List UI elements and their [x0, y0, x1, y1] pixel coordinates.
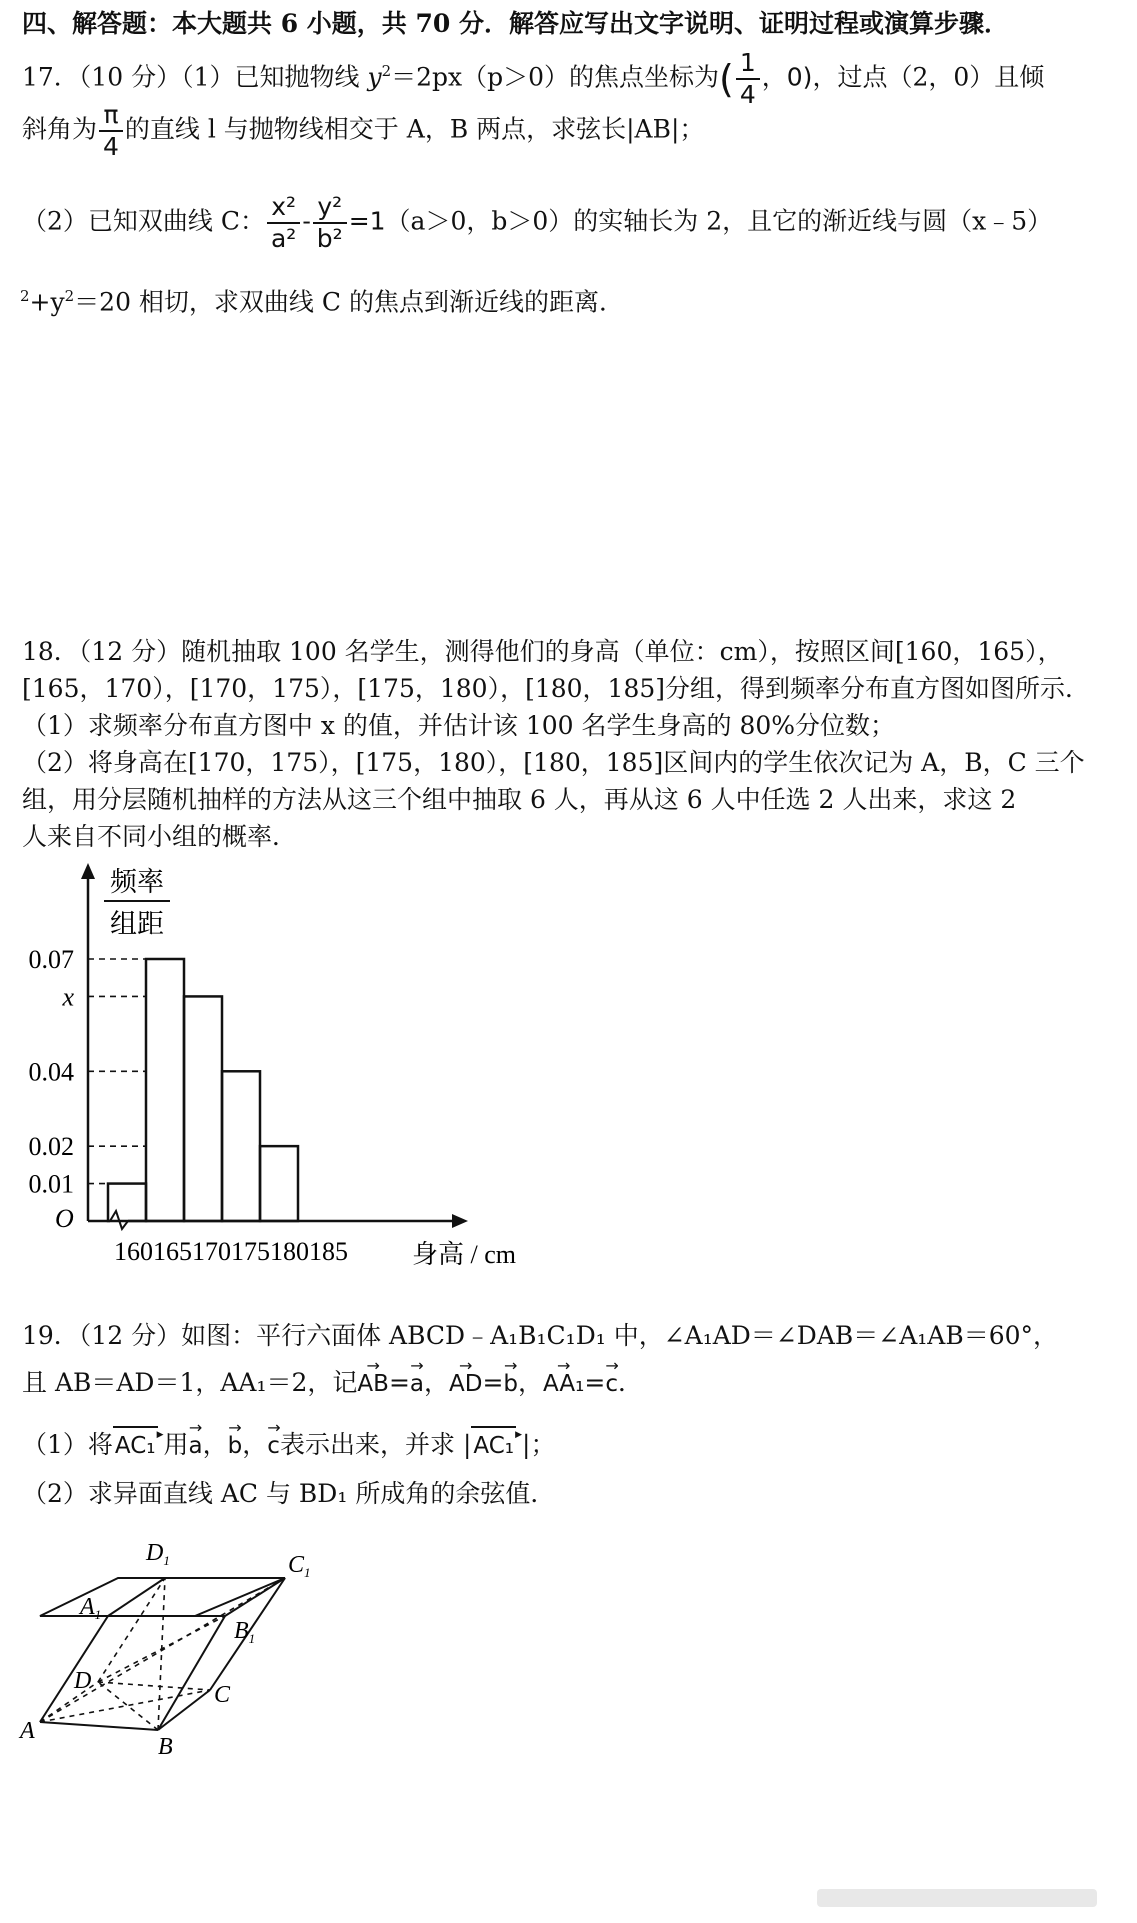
frequency-histogram [0, 855, 560, 1265]
hyperbola-y-fraction [313, 192, 347, 254]
q17-text: ＝20 相切，求双曲线 C 的焦点到渐近线的距离． [74, 287, 624, 317]
q17-var-y: y [367, 62, 382, 92]
focus-paren: ( [719, 57, 734, 101]
diag-A-C [40, 1690, 210, 1722]
edge-aa1 [0, 1520, 40, 1616]
eq: = [482, 1368, 504, 1397]
x-tick-labels: 160165170175180185 [114, 1237, 348, 1265]
q17-text: ，过点（2，0）且倾 [812, 62, 1045, 92]
vector-aa1: → AA₁ [543, 1362, 584, 1400]
focus-rest: ，0) [761, 62, 813, 92]
abs-bar: | [522, 1430, 531, 1459]
hist-y-tick-labels [29, 945, 75, 1199]
q19-text: 且 AB＝AD＝1，AA₁＝2，记 [22, 1368, 358, 1397]
edge-B-B1 [158, 1616, 225, 1730]
label-D: D [74, 1668, 92, 1694]
q17-exp: 2 [64, 287, 75, 305]
q17-exp: 2 [20, 287, 30, 305]
vector-ac1: AC₁ ▶ [113, 1426, 158, 1462]
label-A1: $A_1$ [80, 1594, 102, 1622]
focus-fraction [736, 48, 760, 110]
y-axis-arrow [81, 863, 95, 879]
vector-c: → c [267, 1424, 280, 1462]
q17-text: （2）已知双曲线 C： [22, 206, 265, 236]
face-top [40, 1578, 285, 1616]
focus-num: 1 [739, 48, 756, 77]
diag-A-C1 [40, 1578, 285, 1722]
hy-num: y² [317, 192, 343, 221]
vector-ab: → AB [357, 1362, 389, 1400]
eq: = [584, 1368, 606, 1397]
sep: ， [202, 1430, 228, 1459]
vector-b: → b [503, 1362, 518, 1400]
sep: ， [518, 1368, 544, 1397]
edge-a-a1 [40, 1578, 118, 1722]
q19-line-2 [22, 1362, 643, 1400]
vector-b: → b [228, 1424, 243, 1462]
label-A: A [20, 1718, 35, 1744]
q19-text: （1）将 [22, 1430, 113, 1459]
edge-B-C [158, 1690, 210, 1730]
histogram-bar-165-170 [146, 959, 184, 1221]
q17-text: 的直线 l 与抛物线相交于 A，B 两点，求弦长|AB|； [124, 114, 705, 144]
y-tick-label-0.01: 0.01 [28, 1169, 74, 1199]
q17-text: （a＞0，b＞0）的实轴长为 2，且它的渐近线与圆（x﹣5） [385, 206, 1053, 236]
section-header: 四、解答题：本大题共 6 小题，共 70 分．解答应写出文字说明、证明过程或演算步骤． [22, 9, 1010, 38]
y-tick-label-x: x [62, 982, 74, 1012]
edge-D-C [98, 1682, 210, 1690]
hy-den: b² [313, 222, 347, 254]
ylabel-num: 频率 [110, 867, 164, 897]
vector-a: → a [410, 1362, 424, 1400]
label-B: B [158, 1734, 173, 1760]
vector-ac1: AC₁ ▶ [471, 1426, 516, 1462]
abs-bar: | [462, 1430, 472, 1459]
edge-A-B [40, 1722, 158, 1730]
q18-line-2: [165，170），[170，175），[175，180），[180，185]分组，得到频率分布直方图如图所示． [22, 674, 1091, 703]
histogram-bar-180-185 [260, 1146, 298, 1221]
x-axis-label: 身高 / cm [412, 1240, 516, 1265]
q18-line-3: （1）求频率分布直方图中 x 的值，并估计该 100 名学生身高的 80%分位数； [22, 711, 896, 740]
diag-B-D [98, 1682, 158, 1730]
vector-ad: → AD [449, 1362, 482, 1400]
eq: = [388, 1368, 410, 1397]
q17-text: 17．（10 分）（1）已知抛物线 [22, 62, 368, 92]
sep: ， [424, 1368, 450, 1397]
q17-line-4 [20, 280, 624, 318]
x-axis-arrow [452, 1214, 468, 1228]
q18-line-4: （2）将身高在[170，175），[175，180），[180，185]区间内的学生依次记为 A，B，C 三个 [22, 748, 1085, 777]
histogram-bar-170-175 [184, 996, 222, 1221]
h-minus: - [302, 206, 311, 236]
vertex-labels [18, 1540, 311, 1760]
q18-line-5: 组，用分层随机抽样的方法从这三个组中抽取 6 人，再从这 6 人中任选 2 人出来，求这 2 [22, 785, 1017, 814]
pi-fraction [99, 100, 123, 162]
q17-text: 斜角为 [22, 114, 98, 144]
diag-B-D1 [158, 1578, 165, 1730]
ylabel-den: 组距 [110, 909, 164, 939]
hist-guides [88, 959, 146, 1184]
hx-num: x² [271, 192, 297, 221]
hx-den: a² [267, 222, 300, 254]
histogram-bar-175-180 [222, 1071, 260, 1221]
label-C1: $C_1$ [288, 1552, 311, 1580]
hist-bars [108, 959, 298, 1221]
q17-line-2 [22, 100, 704, 162]
q17-text: +y [29, 287, 65, 317]
q18-line-6: 人来自不同小组的概率． [22, 822, 298, 851]
q19-text: 用 [163, 1430, 189, 1459]
y-tick-label-0.02: 0.02 [28, 1132, 74, 1162]
hyperbola-x-fraction [267, 192, 300, 254]
q19-text: 表示出来，并求 [279, 1430, 455, 1459]
vector-c: → c [605, 1362, 618, 1400]
q17-text: ＝2px（p＞0）的焦点坐标为 [391, 62, 720, 92]
q19-line-1: 19．（12 分）如图：平行六面体 ABCD﹣A₁B₁C₁D₁ 中，∠A₁AD＝∠DAB＝∠A₁AB＝60°， [22, 1321, 1059, 1350]
sep: ． [617, 1368, 643, 1397]
edge-A1-D1 [108, 1578, 165, 1616]
q19-text: ； [530, 1430, 556, 1459]
h-eq: =1 [348, 206, 386, 236]
q18-line-1: 18．（12 分）随机抽取 100 名学生，测得他们的身高（单位：cm），按照区间[160，165）， [22, 637, 1063, 666]
y-tick-label-0.07: 0.07 [28, 945, 74, 974]
vector-a: → a [189, 1424, 203, 1462]
sep: ， [242, 1430, 268, 1459]
label-D1: $D_1$ [146, 1540, 170, 1568]
label-C: C [214, 1682, 231, 1708]
q17-exp: 2 [381, 62, 392, 81]
q19-line-4: （2）求异面直线 AC 与 BD₁ 所成角的余弦值． [22, 1479, 556, 1508]
q19-line-3 [22, 1424, 555, 1462]
pi-num: π [103, 100, 119, 129]
edge-D-D1 [98, 1578, 165, 1682]
watermark-logo [817, 1885, 1097, 1911]
label-B1: $B_1$ [234, 1618, 256, 1646]
pi-den: 4 [99, 130, 123, 162]
q17-line-3 [22, 192, 1052, 254]
origin-label: O [55, 1204, 74, 1233]
y-tick-label-0.04: 0.04 [28, 1057, 74, 1087]
parallelepiped-figure [0, 1520, 360, 1760]
focus-den: 4 [736, 78, 760, 110]
